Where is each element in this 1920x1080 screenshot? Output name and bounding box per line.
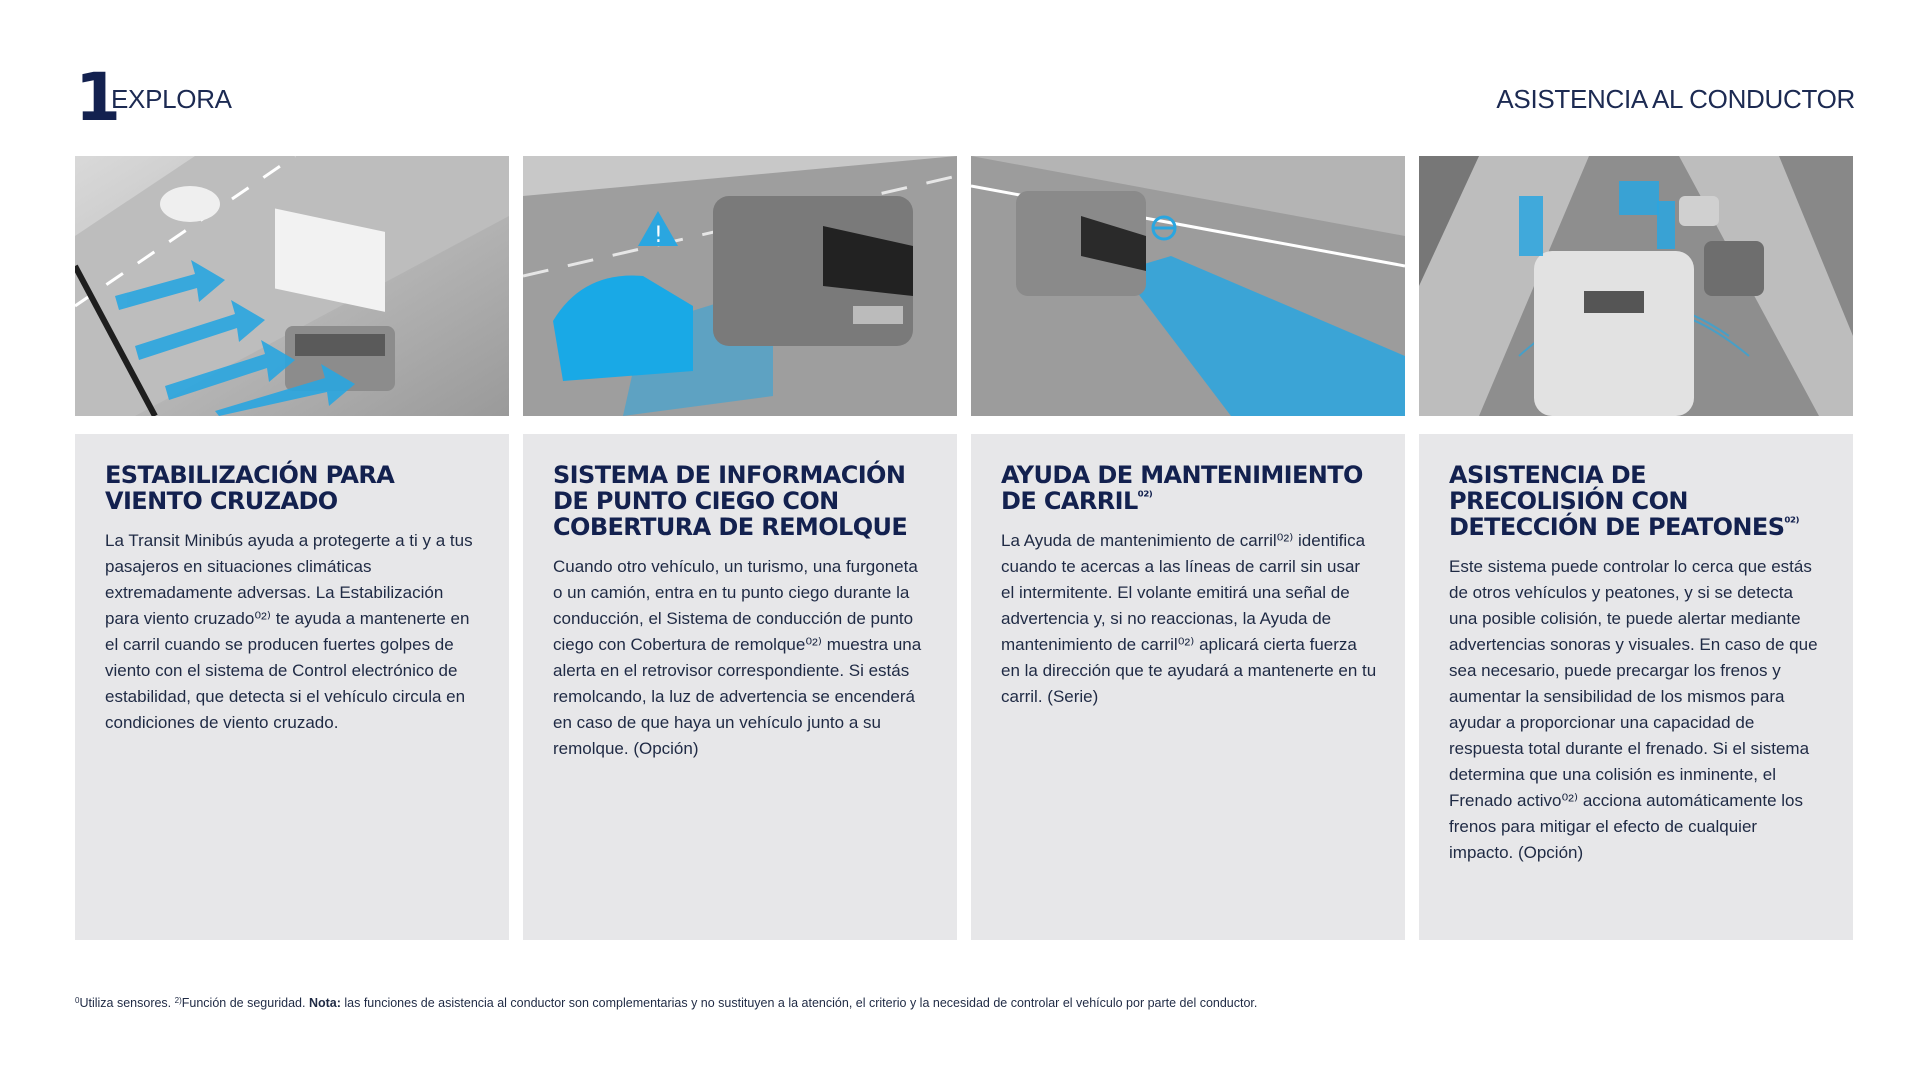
card-crosswind	[75, 434, 509, 940]
card-title: SISTEMA DE INFORMACIÓN DE PUNTO CIEGO CON COBERTURA DE REMOLQUE	[553, 461, 908, 541]
card-pre-collision	[1419, 434, 1853, 940]
feature-cards	[75, 434, 1855, 940]
card-title: AYUDA DE MANTENIMIENTO DE $CARRIL^{^{02)}}$	[1001, 461, 1363, 515]
blind-spot-image	[523, 156, 957, 416]
card-lane-keeping	[971, 434, 1405, 940]
section-number: 1	[75, 59, 119, 136]
feature-images	[75, 156, 1855, 416]
card-body: Cuando otro vehículo, un turismo, una furgoneta o un camión, entra en tu punto ciego durante la conducción, el Sistema de conducción de punto ciego con Cobertura de remolque⁰²⁾ muestra una alerta en el retrovisor correspondiente. Si estás remolcando, la luz de advertencia se encenderá en caso de que haya un vehículo junto a su remolque. (Opción)	[553, 557, 922, 758]
page-header	[75, 59, 1855, 136]
svg-text:!: !	[654, 223, 663, 248]
card-title: ESTABILIZACIÓN PARA VIENTO CRUZADO	[105, 461, 395, 515]
card-title: ASISTENCIA DE PRECOLISIÓN CON DETECCIÓN DE $PEATONES^{^{02)}}$	[1449, 461, 1799, 541]
footnote: $^0$Utiliza sensores. $^{2)}$Función de seguridad. Nota: las funciones de asistencia al conductor son complementarias y no sustituyen a la atención, el criterio y la necesidad de controlar el vehículo por parte del conductor.	[75, 996, 1258, 1010]
chapter-title: ASISTENCIA AL CONDUCTOR	[1496, 84, 1855, 114]
card-body: Este sistema puede controlar lo cerca que estás de otros vehículos y peatones, y si se detecta una posible colisión, te puede alertar mediante advertencias sonoras y visuales. En caso de que sea necesario, puede precargar los frenos y aumentar la sensibilidad de los mismos para ayudar a proporcionar una capacidad de respuesta total durante el frenado. Si el sistema determina que una colisión es inminente, el Frenado activo⁰²⁾ acciona automáticamente los frenos para mitigar el efecto de cualquier impacto. (Opción)	[1449, 557, 1818, 862]
card-body: La Transit Minibús ayuda a protegerte a ti y a tus pasajeros en situaciones climáticas extremadamente adversas. La Estabilización para viento cruzado⁰²⁾ te ayuda a mantenerte en el carril cuando se producen fuertes golpes de viento con el sistema de Control electrónico de estabilidad, que detecta si el vehículo circula en condiciones de viento cruzado.	[105, 531, 473, 732]
card-body: La Ayuda de mantenimiento de carril⁰²⁾ identifica cuando te acercas a las líneas de carril sin usar el intermitente. El volante emitirá una señal de advertencia y, si no reaccionas, la Ayuda de mantenimiento de carril⁰²⁾ aplicará cierta fuerza en la dirección que te ayudará a mantenerte en tu carril. (Serie)	[1001, 531, 1377, 706]
crosswind-image	[75, 156, 509, 416]
section-label: EXPLORA	[111, 84, 232, 114]
pre-collision-image	[1419, 156, 1853, 416]
card-blind-spot	[523, 434, 957, 940]
lane-keeping-image	[971, 156, 1405, 416]
